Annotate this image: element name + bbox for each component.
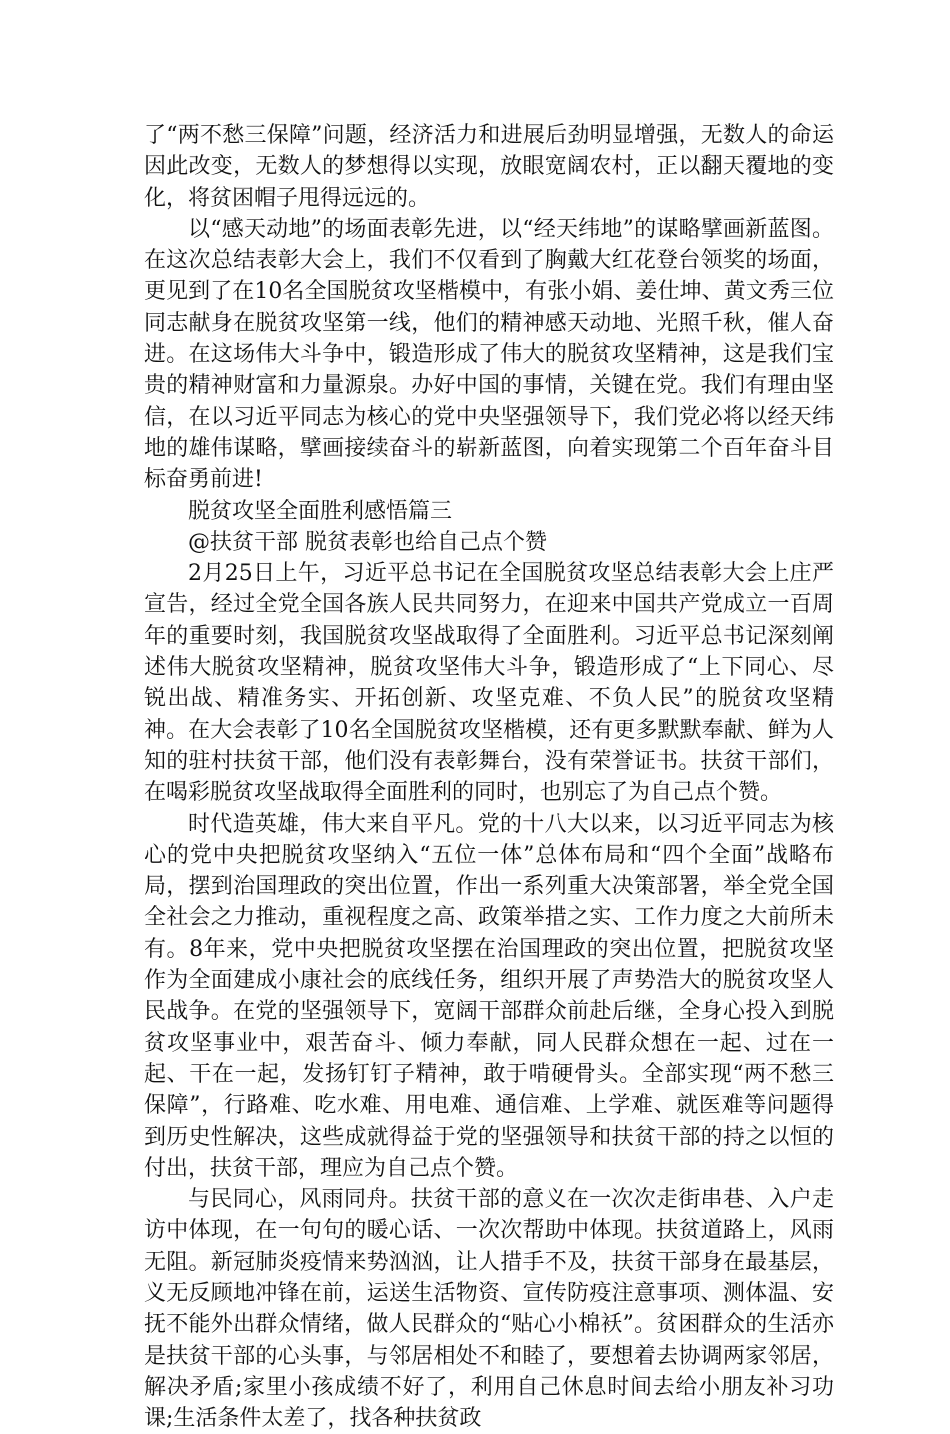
paragraph-2: 以“感天动地”的场面表彰先进，以“经天纬地”的谋略擘画新蓝图。在这次总结表彰大会上，我们不仅看到了胸戴大红花登台领奖的场面，更见到了在10名全国脱贫攻坚楷模中，有张小娟、姜仕坤、黄文秀三位同志献身在脱贫攻坚第一线，他们的精神感天动地、光照千秋，催人奋进。在这场伟大斗争中，锻造形成了伟大的脱贫攻坚精神，这是我们宝贵的精神财富和力量源泉。办好中国的事情，关键在党。我们有理由坚信，在以习近平同志为核心的党中央坚强领导下，我们党必将以经天纬地的雄伟谋略，擘画接续奋斗的崭新蓝图，向着实现第二个百年奋斗目标奋勇前进! bbox=[144, 216, 834, 493]
paragraph-5: 与民同心，风雨同舟。扶贫干部的意义在一次次走街串巷、入户走访中体现，在一句句的暖心话、一次次帮助中体现。扶贫道路上，风雨无阻。新冠肺炎疫情来势汹汹，让人措手不及，扶贫干部身在最基层，义无反顾地冲锋在前，运送生活物资、宣传防疫注意事项、测体温、安抚不能外出群众情绪，做人民群众的“贴心小棉袄”。贫困群众的生活亦是扶贫干部的心头事，与邻居相处不和睦了，要想着去协调两家邻居，解决矛盾;家里小孩成绩不好了，利用自己休息时间去给小朋友补习功课;生活条件太差了，找各种扶贫政 bbox=[144, 1187, 834, 1432]
paragraph-4: 时代造英雄，伟大来自平凡。党的十八大以来，以习近平同志为核心的党中央把脱贫攻坚纳入“五位一体”总体布局和“四个全面”战略布局，摆到治国理政的突出位置，作出一系列重大决策部署，举全党全国全社会之力推动，重视程度之高、政策举措之实、工作力度之大前所未有。8年来，党中央把脱贫攻坚摆在治国理政的突出位置，把脱贫攻坚作为全面建成小康社会的底线任务，组织开展了声势浩大的脱贫攻坚人民战争。在党的坚强领导下，宽阔干部群众前赴后继，全身心投入到脱贫攻坚事业中，艰苦奋斗、倾力奉献，同人民群众想在一起、过在一起、干在一起，发扬钉钉子精神，敢于啃硬骨头。全部实现“两不愁三保障”，行路难、吃水难、用电难、通信难、上学难、就医难等问题得到历史性解决，这些成就得益于党的坚强领导和扶贫干部的持之以恒的付出，扶贫干部，理应为自己点个赞。 bbox=[144, 811, 834, 1181]
paragraph-3: 2月25日上午，习近平总书记在全国脱贫攻坚总结表彰大会上庄严宣告，经过全党全国各族人民共同努力，在迎来中国共产党成立一百周年的重要时刻，我国脱贫攻坚战取得了全面胜利。习近平总书记深刻阐述伟大脱贫攻坚精神，脱贫攻坚伟大斗争，锻造形成了“上下同心、尽锐出战、精准务实、开拓创新、攻坚克难、不负人民”的脱贫攻坚精神。在大会表彰了10名全国脱贫攻坚楷模，还有更多默默奉献、鲜为人知的驻村扶贫干部，他们没有表彰舞台，没有荣誉证书。扶贫干部们，在喝彩脱贫攻坚战取得全面胜利的同时，也别忘了为自己点个赞。 bbox=[144, 561, 834, 806]
paragraph-1: 了“两不愁三保障”问题，经济活力和进展后劲明显增强，无数人的命运因此改变，无数人的梦想得以实现，放眼宽阔农村，正以翻天覆地的变化，将贫困帽子甩得远远的。 bbox=[144, 123, 834, 211]
section-title: 脱贫攻坚全面胜利感悟篇三 bbox=[188, 498, 453, 524]
document-body bbox=[144, 120, 834, 1434]
section-subtitle: @扶贫干部 脱贫表彰也给自己点个赞 bbox=[188, 529, 547, 555]
